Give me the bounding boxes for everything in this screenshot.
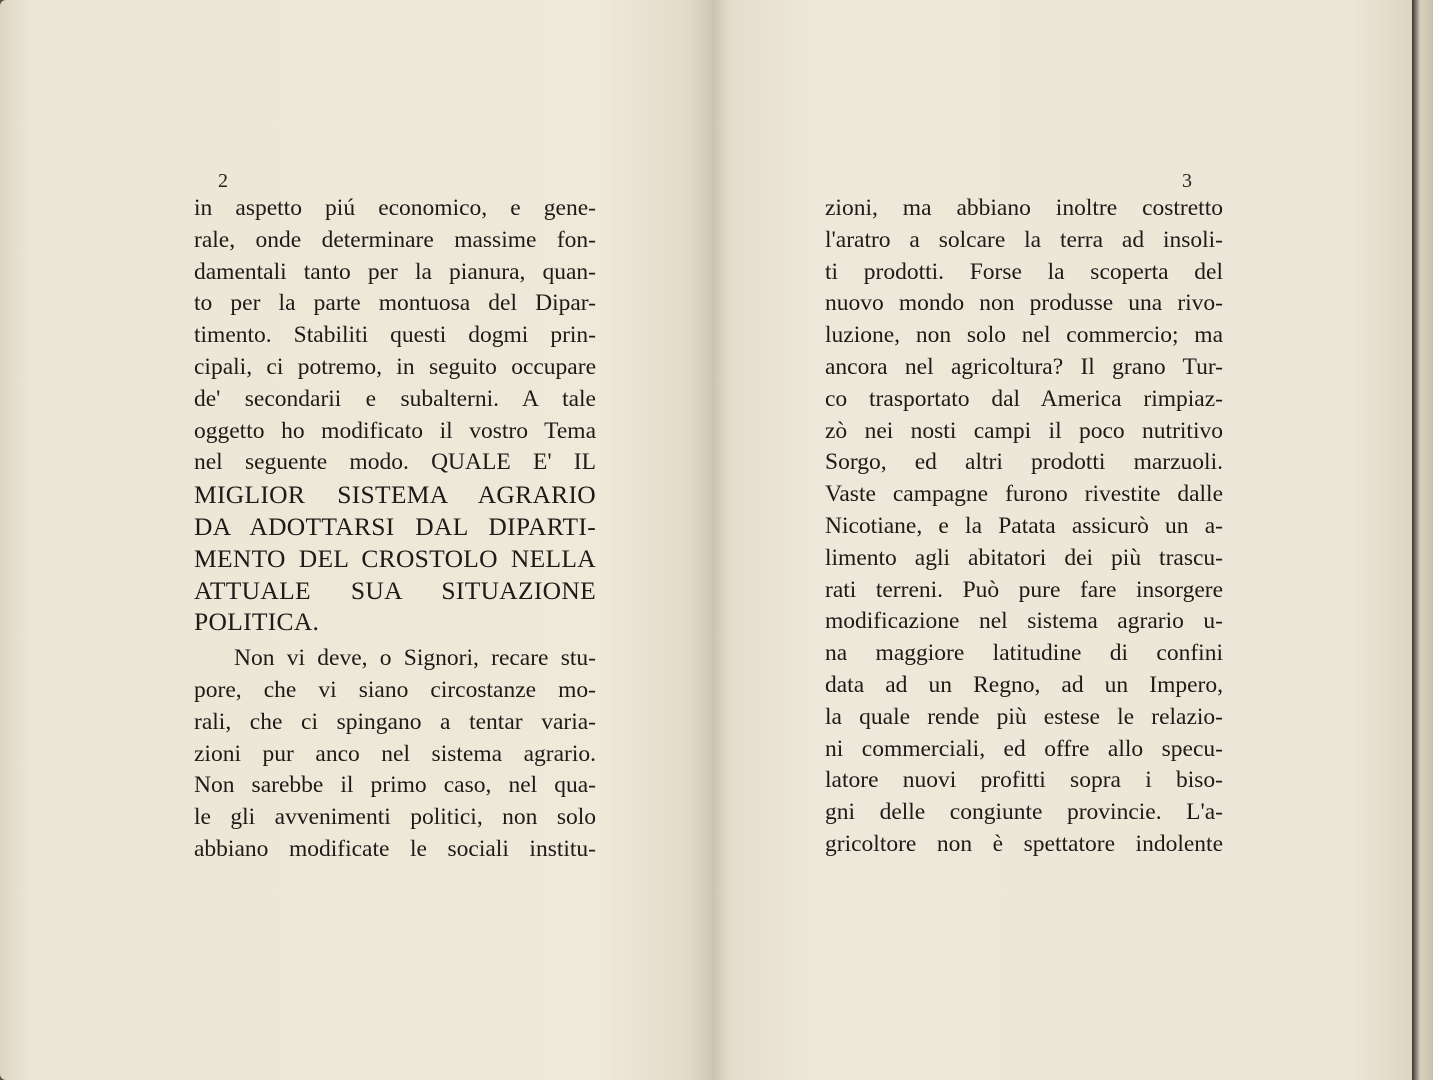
- text-line: Non vi deve, o Signori, recare stu-: [234, 645, 596, 672]
- text-line: rale, onde determinare massime fon-: [194, 226, 596, 253]
- page-number-right: 3: [1182, 170, 1192, 192]
- text-line: MENTO DEL CROSTOLO NELLA: [194, 543, 596, 573]
- text-line: DA ADOTTARSI DAL DIPARTI-: [194, 511, 596, 541]
- text-line: timento. Stabiliti questi dogmi prin-: [194, 322, 596, 349]
- text-line: na maggiore latitudine di confini: [825, 640, 1223, 667]
- left-text-column: [194, 193, 596, 866]
- text-line: zioni, ma abbiano inoltre costretto: [825, 195, 1223, 221]
- text-line: Nicotiane, e la Patata assicurò un a-: [825, 512, 1223, 539]
- text-line: limento agli abitatori dei più trascu-: [825, 544, 1223, 571]
- text-line: Non sarebbe il primo caso, nel qua-: [194, 772, 596, 799]
- page-number-left: 2: [218, 170, 228, 192]
- text-line: nuovo mondo non produsse una rivo-: [825, 290, 1223, 317]
- text-line: abbiano modificate le sociali institu-: [194, 835, 596, 862]
- text-line: data ad un Regno, ad un Impero,: [825, 671, 1223, 698]
- text-line: nel seguente modo. QUALE E' IL: [194, 449, 596, 476]
- text-line: Sorgo, ed altri prodotti marzuoli.: [825, 449, 1223, 476]
- text-line: damentali tanto per la pianura, quan-: [194, 258, 596, 285]
- text-line: gricoltore non è spettatore indolente: [825, 830, 1223, 857]
- text-line: ATTUALE SUA SITUAZIONE: [194, 575, 596, 605]
- text-line: in aspetto piú economico, e gene-: [194, 195, 596, 221]
- text-line: le gli avvenimenti politici, non solo: [194, 804, 596, 831]
- text-line: zioni pur anco nel sistema agrario.: [194, 740, 596, 767]
- text-line: modificazione nel sistema agrario u-: [825, 608, 1223, 635]
- text-line: de' secondarii e subalterni. A tale: [194, 385, 596, 412]
- text-line: l'aratro a solcare la terra ad insoli-: [825, 226, 1223, 253]
- text-line: to per la parte montuosa del Dipar-: [194, 290, 596, 317]
- text-line: rati terreni. Può pure fare insorgere: [825, 576, 1223, 603]
- text-line: co trasportato dal America rimpiaz-: [825, 385, 1223, 412]
- text-line: Vaste campagne furono rivestite dalle: [825, 481, 1223, 508]
- text-line: rali, che ci spingano a tentar varia-: [194, 708, 596, 735]
- text-line: gni delle congiunte provincie. L'a-: [825, 799, 1223, 826]
- text-line: oggetto ho modificato il vostro Tema: [194, 417, 596, 444]
- text-line: la quale rende più estese le relazio-: [825, 703, 1223, 730]
- text-line: ti prodotti. Forse la scoperta del: [825, 258, 1223, 285]
- right-text-column: [825, 193, 1223, 861]
- left-page: [0, 0, 712, 1080]
- text-line: POLITICA.: [194, 607, 320, 637]
- text-line: luzione, non solo nel commercio; ma: [825, 322, 1223, 349]
- text-line: zò nei nosti campi il poco nutritivo: [825, 417, 1223, 444]
- text-line: ancora nel agricoltura? Il grano Tur-: [825, 353, 1223, 380]
- text-line: latore nuovi profitti sopra i biso-: [825, 767, 1223, 794]
- text-line: cipali, ci potremo, in seguito occupare: [194, 353, 596, 380]
- text-line: MIGLIOR SISTEMA AGRARIO: [194, 480, 596, 510]
- next-page-edge: [1412, 0, 1433, 1080]
- text-line: pore, che vi siano circostanze mo-: [194, 676, 596, 703]
- text-line: ni commerciali, ed offre allo specu-: [825, 735, 1223, 762]
